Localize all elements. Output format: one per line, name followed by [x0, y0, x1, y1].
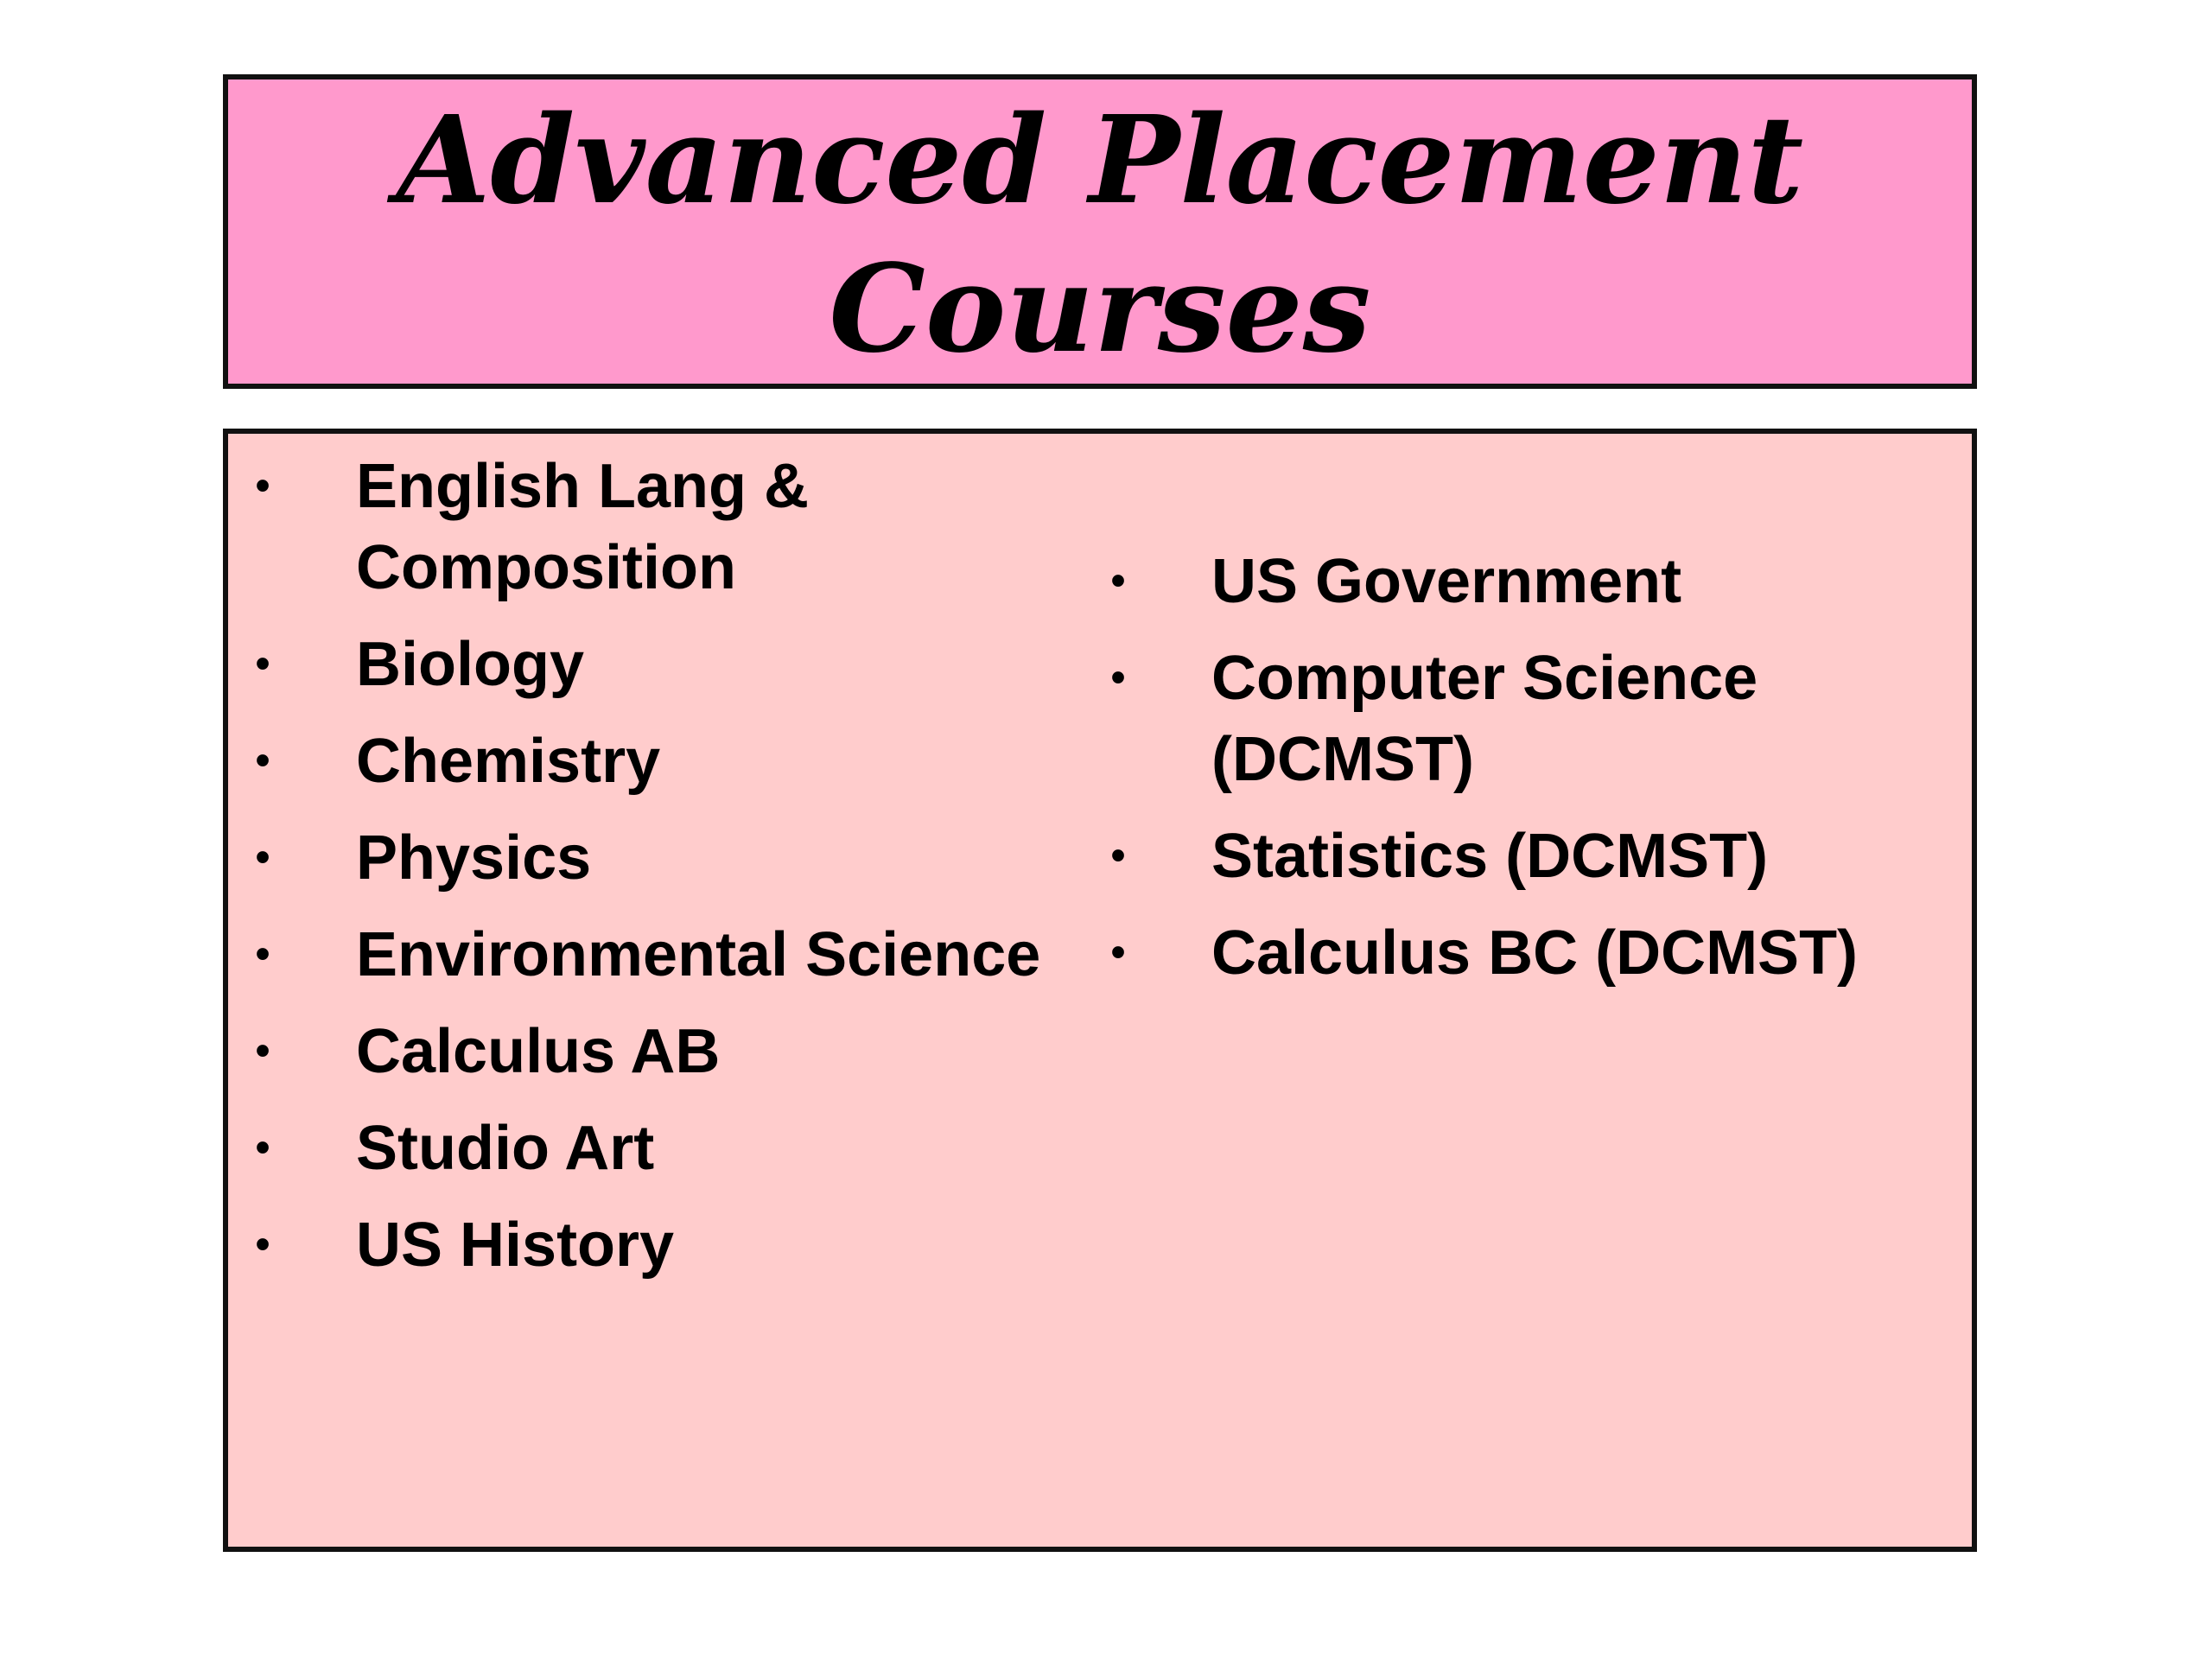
- course-item: [1101, 912, 1965, 994]
- course-item: [1101, 816, 1965, 897]
- course-label: Calculus BC (DCMST): [1211, 918, 1859, 988]
- course-item: [245, 817, 1109, 899]
- bullet-icon: •: [255, 463, 270, 509]
- course-item: [1101, 638, 1965, 800]
- course-item: [245, 1108, 1109, 1189]
- slide-title: Advanced Placement Courses: [396, 90, 1804, 380]
- course-label: Physics: [356, 823, 592, 893]
- course-item: [1101, 541, 1965, 622]
- right-course-list: [1101, 541, 1965, 1009]
- bullet-icon: •: [255, 738, 270, 784]
- course-item: [245, 446, 1109, 608]
- course-item: [245, 1011, 1109, 1092]
- course-label: Chemistry: [356, 727, 661, 796]
- bullet-icon: •: [255, 1028, 270, 1074]
- course-label: Computer Science (DCMST): [1211, 644, 1758, 794]
- course-item: [245, 721, 1109, 802]
- bullet-icon: •: [255, 1125, 270, 1171]
- title-box: [223, 74, 1977, 389]
- course-label: US Government: [1211, 547, 1682, 616]
- course-label: US History: [356, 1211, 675, 1280]
- course-item: [245, 914, 1109, 995]
- course-list-box: [223, 429, 1977, 1552]
- bullet-icon: •: [1110, 833, 1126, 879]
- course-label: English Lang & Composition: [356, 452, 810, 602]
- course-label: Studio Art: [356, 1114, 655, 1183]
- bullet-icon: •: [255, 641, 270, 687]
- course-item: [245, 624, 1109, 705]
- bullet-icon: •: [255, 835, 270, 880]
- bullet-icon: •: [255, 931, 270, 977]
- bullet-icon: •: [1110, 655, 1126, 701]
- bullet-icon: •: [255, 1222, 270, 1268]
- course-label: Biology: [356, 630, 584, 699]
- course-label: Calculus AB: [356, 1017, 721, 1086]
- course-label: Statistics (DCMST): [1211, 822, 1769, 891]
- bullet-icon: •: [1110, 558, 1126, 604]
- course-item: [245, 1205, 1109, 1286]
- course-label: Environmental Science: [356, 920, 1041, 989]
- left-course-list: [245, 446, 1109, 1301]
- bullet-icon: •: [1110, 930, 1126, 976]
